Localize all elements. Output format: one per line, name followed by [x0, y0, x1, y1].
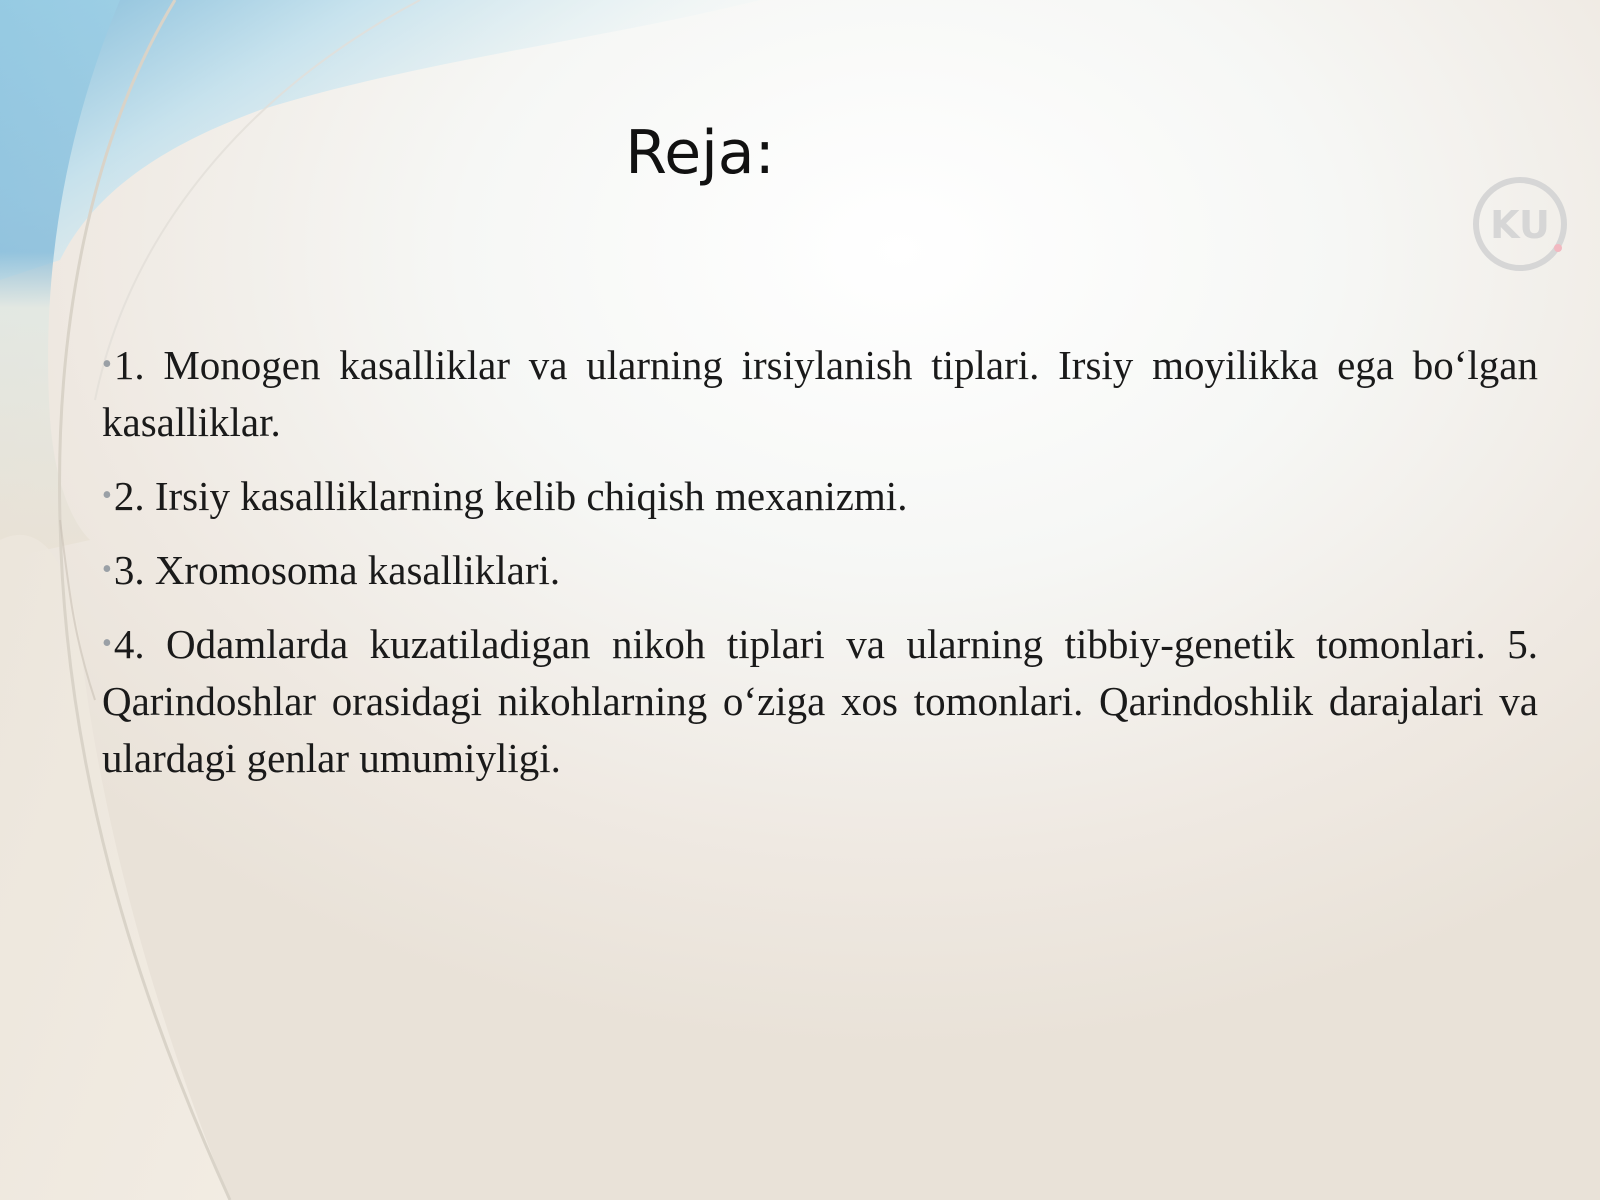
plan-item-text: 1. Monogen kasalliklar va ularning irsiylanish tiplari. Irsiy moyilikka ega bo‘lgan kasalliklar.	[102, 342, 1538, 445]
slide-title: Reja:	[625, 118, 775, 188]
bullet-icon: •	[102, 349, 112, 380]
plan-item-4	[102, 615, 1538, 787]
plan-item-text: 4. Odamlarda kuzatiladigan nikoh tiplari va ularning tibbiy-genetik tomonlari. 5. Qarindoshlar orasidagi nikohlarning o‘ziga xos tomonlari. Qarindoshlik darajalari va ulardagi genlar umumiyligi.	[102, 621, 1538, 781]
plan-item-text: 3. Xromosoma kasalliklari.	[113, 547, 561, 593]
plan-item-2	[102, 467, 1538, 525]
bullet-icon: •	[102, 554, 112, 585]
plan-item-3	[102, 541, 1538, 599]
university-logo	[1472, 176, 1568, 272]
bullet-icon: •	[102, 628, 112, 659]
bullet-icon: •	[102, 480, 112, 511]
logo-text: KU	[1490, 203, 1550, 247]
plan-item-text: 2. Irsiy kasalliklarning kelib chiqish mexanizmi.	[113, 473, 908, 519]
plan-list	[102, 336, 1538, 803]
plan-item-1	[102, 336, 1538, 451]
